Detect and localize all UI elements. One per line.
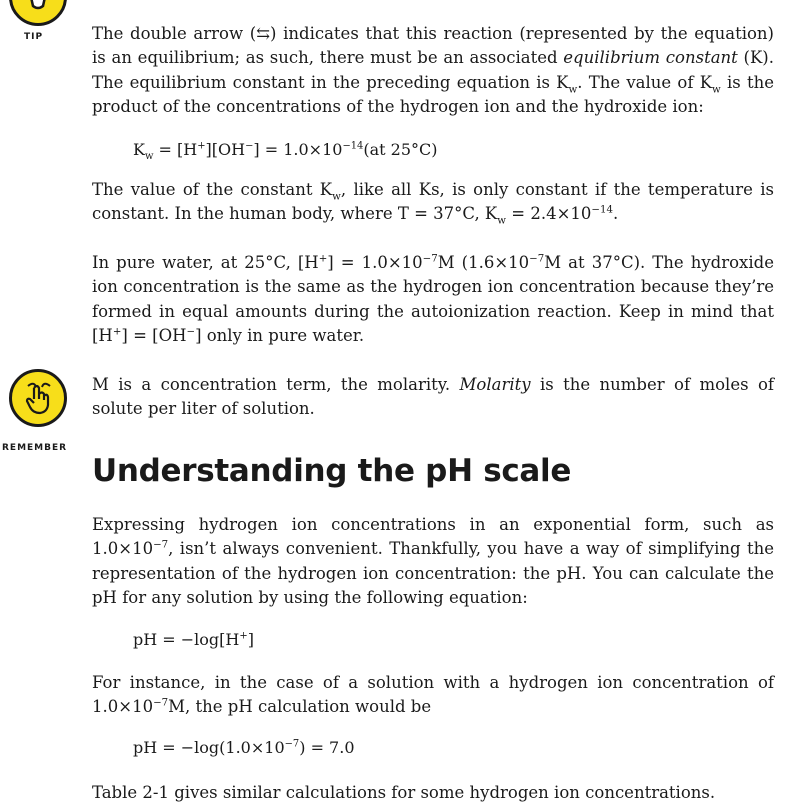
ph-example-paragraph: For instance, in the case of a solution with a hydrogen ion concentration of $1.0\times 10^{-7}M$, the pH calculation would be (92, 673, 774, 717)
double-arrow-icon: ⇆ (256, 24, 271, 43)
table-reference-paragraph: Table 2-1 gives similar calculations for some hydrogen ion concentrations. (92, 783, 716, 802)
remember-paragraph: M is a concentration term, the molarity. Molarity is the number of moles of solute per liter of solution. (92, 375, 774, 419)
section-heading: Understanding the pH scale (92, 453, 572, 489)
equation-ph-example: pH = $-\log(1.0\times 10^{-7}) = 7.0$ (133, 738, 355, 757)
remember-hand-icon (9, 369, 67, 427)
kw-temperature-paragraph: The value of the constant $K_w$, like all Ks, is only constant if the temperature is constant. In the human body, where T = 37°C, $K_w = 2.4\times 10^{-14}$. (92, 180, 774, 227)
ph-intro-paragraph: Expressing hydrogen ion concentrations in an exponential form, such as $1.0\times 10^{-7}$, isn’t always convenient. Thankfully, you have a way of simplifying the representation of the hydrogen ion concentration: the pH. You can calculate the pH for any solution by using the following equation: (92, 515, 774, 607)
tip-paragraph: The double arrow (⇆) indicates that this reaction (represented by the equation) is an equilibrium; as such, there must be an associated equilibrium constant (K). The equilibrium constant in the preceding equation is $K_w$. The value of $K_w$ is the product of the concentrations of the hydrogen ion and the hydroxide ion: (92, 24, 774, 116)
tip-label: TIP (24, 32, 44, 42)
equation-kw: $K_w = [H^+][OH^-] = 1.0\times 10^{-14}(at$ 25°C) (133, 140, 438, 163)
tip-icon (9, 0, 67, 26)
remember-label: REMEMBER (2, 443, 68, 453)
pure-water-paragraph: In pure water, at 25°C, $[H^+] = 1.0\times 10^{-7}M$ ($1.6\times 10^{-7}M$ at 37°C). The hydroxide ion concentration is the same as the hydrogen ion concentration because they’re formed in equal amounts during the autoionization reaction. Keep in mind that [H+] = [OH−] only in pure water. (92, 253, 774, 345)
equation-ph-definition: pH = −log[H+] (133, 630, 254, 649)
